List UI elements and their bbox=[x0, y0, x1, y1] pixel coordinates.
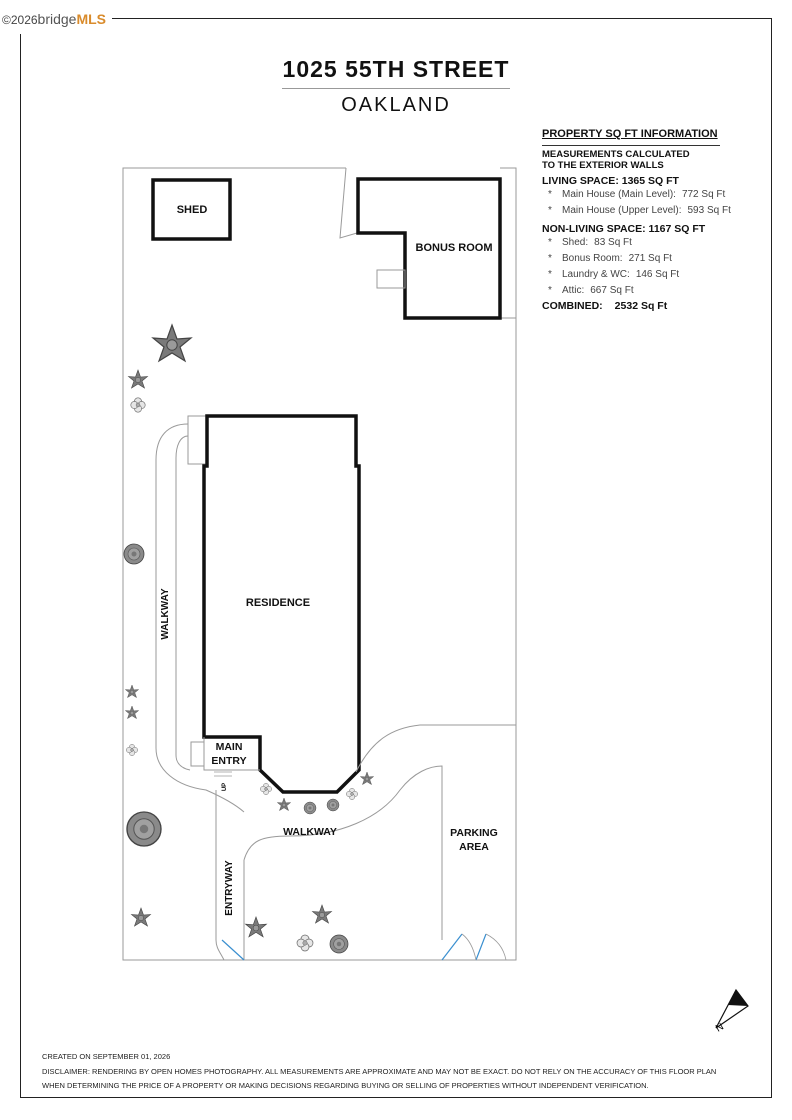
residence-label: RESIDENCE bbox=[245, 597, 311, 609]
main-entry-label-line2: ENTRY bbox=[211, 755, 247, 767]
plant bbox=[125, 706, 138, 719]
side-walkway-inner bbox=[176, 436, 190, 770]
plant bbox=[126, 744, 137, 755]
plant bbox=[360, 772, 373, 785]
plant bbox=[330, 935, 348, 953]
bonus-room-step bbox=[377, 270, 405, 288]
plant bbox=[125, 685, 138, 698]
watermark-brand-prefix: bridge bbox=[37, 11, 77, 27]
plant bbox=[260, 783, 271, 794]
parking-gates bbox=[442, 934, 486, 960]
plant bbox=[346, 788, 357, 799]
plant bbox=[327, 799, 339, 811]
bonus-room-label: BONUS ROOM bbox=[415, 242, 493, 254]
walkway-side-label: WALKWAY bbox=[160, 588, 171, 640]
main-entry-label-line1: MAIN bbox=[215, 741, 243, 753]
living-space-label: LIVING SPACE: 1365 SQ FT bbox=[542, 175, 679, 187]
rear-step bbox=[188, 416, 206, 464]
walkway-front-label: WALKWAY bbox=[283, 826, 337, 838]
measurement-note-line1: MEASUREMENTS CALCULATED bbox=[542, 149, 690, 160]
watermark-brand-suffix: MLS bbox=[76, 11, 107, 27]
nonliving-item: * Bonus Room: 271 Sq Ft bbox=[548, 253, 672, 264]
parking-label-line1: PARKING bbox=[450, 827, 498, 839]
plant bbox=[313, 905, 332, 923]
plant bbox=[153, 325, 191, 361]
entryway-label: ENTRYWAY bbox=[224, 860, 235, 916]
parking-label-line2: AREA bbox=[459, 841, 489, 853]
watermark-copyright: ©2026 bbox=[2, 13, 38, 27]
plant bbox=[132, 908, 151, 926]
nonliving-space-label: NON-LIVING SPACE: 1167 SQ FT bbox=[542, 223, 706, 235]
address-title: 1025 55TH STREET bbox=[282, 56, 510, 82]
living-item: * Main House (Upper Level): 593 Sq Ft bbox=[548, 205, 731, 216]
nonliving-item: * Shed: 83 Sq Ft bbox=[548, 237, 632, 248]
plant bbox=[131, 398, 145, 412]
north-label: N bbox=[714, 1021, 726, 1035]
shed-label: SHED bbox=[176, 204, 208, 216]
plant bbox=[246, 917, 267, 937]
disclaimer-line1: DISCLAIMER: RENDERING BY OPEN HOMES PHOTOGRAPHY. ALL MEASUREMENTS ARE APPROXIMATE AND MAY NOT BE EXACT. DO NOT RELY ON THE ACCURACY OF THIS FLOOR PLAN bbox=[42, 1067, 717, 1076]
entry-gate bbox=[222, 940, 244, 960]
nonliving-item: * Laundry & WC: 146 Sq Ft bbox=[548, 269, 680, 280]
plant bbox=[124, 544, 144, 564]
property-boundary bbox=[123, 168, 516, 960]
plant bbox=[129, 370, 148, 388]
plant bbox=[127, 812, 161, 846]
combined-total: COMBINED: 2532 Sq Ft bbox=[542, 300, 668, 312]
created-date: CREATED ON SEPTEMBER 01, 2026 bbox=[42, 1052, 171, 1061]
city-subtitle: OAKLAND bbox=[341, 94, 451, 116]
sqft-info-heading: PROPERTY SQ FT INFORMATION bbox=[542, 128, 718, 140]
measurement-note-line2: TO THE EXTERIOR WALLS bbox=[542, 160, 664, 171]
plant bbox=[304, 802, 316, 814]
plant bbox=[277, 798, 290, 811]
plant bbox=[297, 935, 313, 951]
stairs-up-label: UP bbox=[222, 782, 228, 792]
entry-stairs bbox=[214, 772, 232, 776]
living-item: * Main House (Main Level): 772 Sq Ft bbox=[548, 189, 726, 200]
north-arrow-icon bbox=[716, 990, 748, 1028]
nonliving-item: * Attic: 667 Sq Ft bbox=[548, 285, 634, 296]
disclaimer-line2: WHEN DETERMINING THE PRICE OF A PROPERTY OR MAKING DECISIONS REGARDING BUYING OR SELLING OF PROPERTIES WITHOUT INDEPENDENT VERIFICATION. bbox=[42, 1081, 649, 1090]
entry-step bbox=[191, 742, 204, 766]
